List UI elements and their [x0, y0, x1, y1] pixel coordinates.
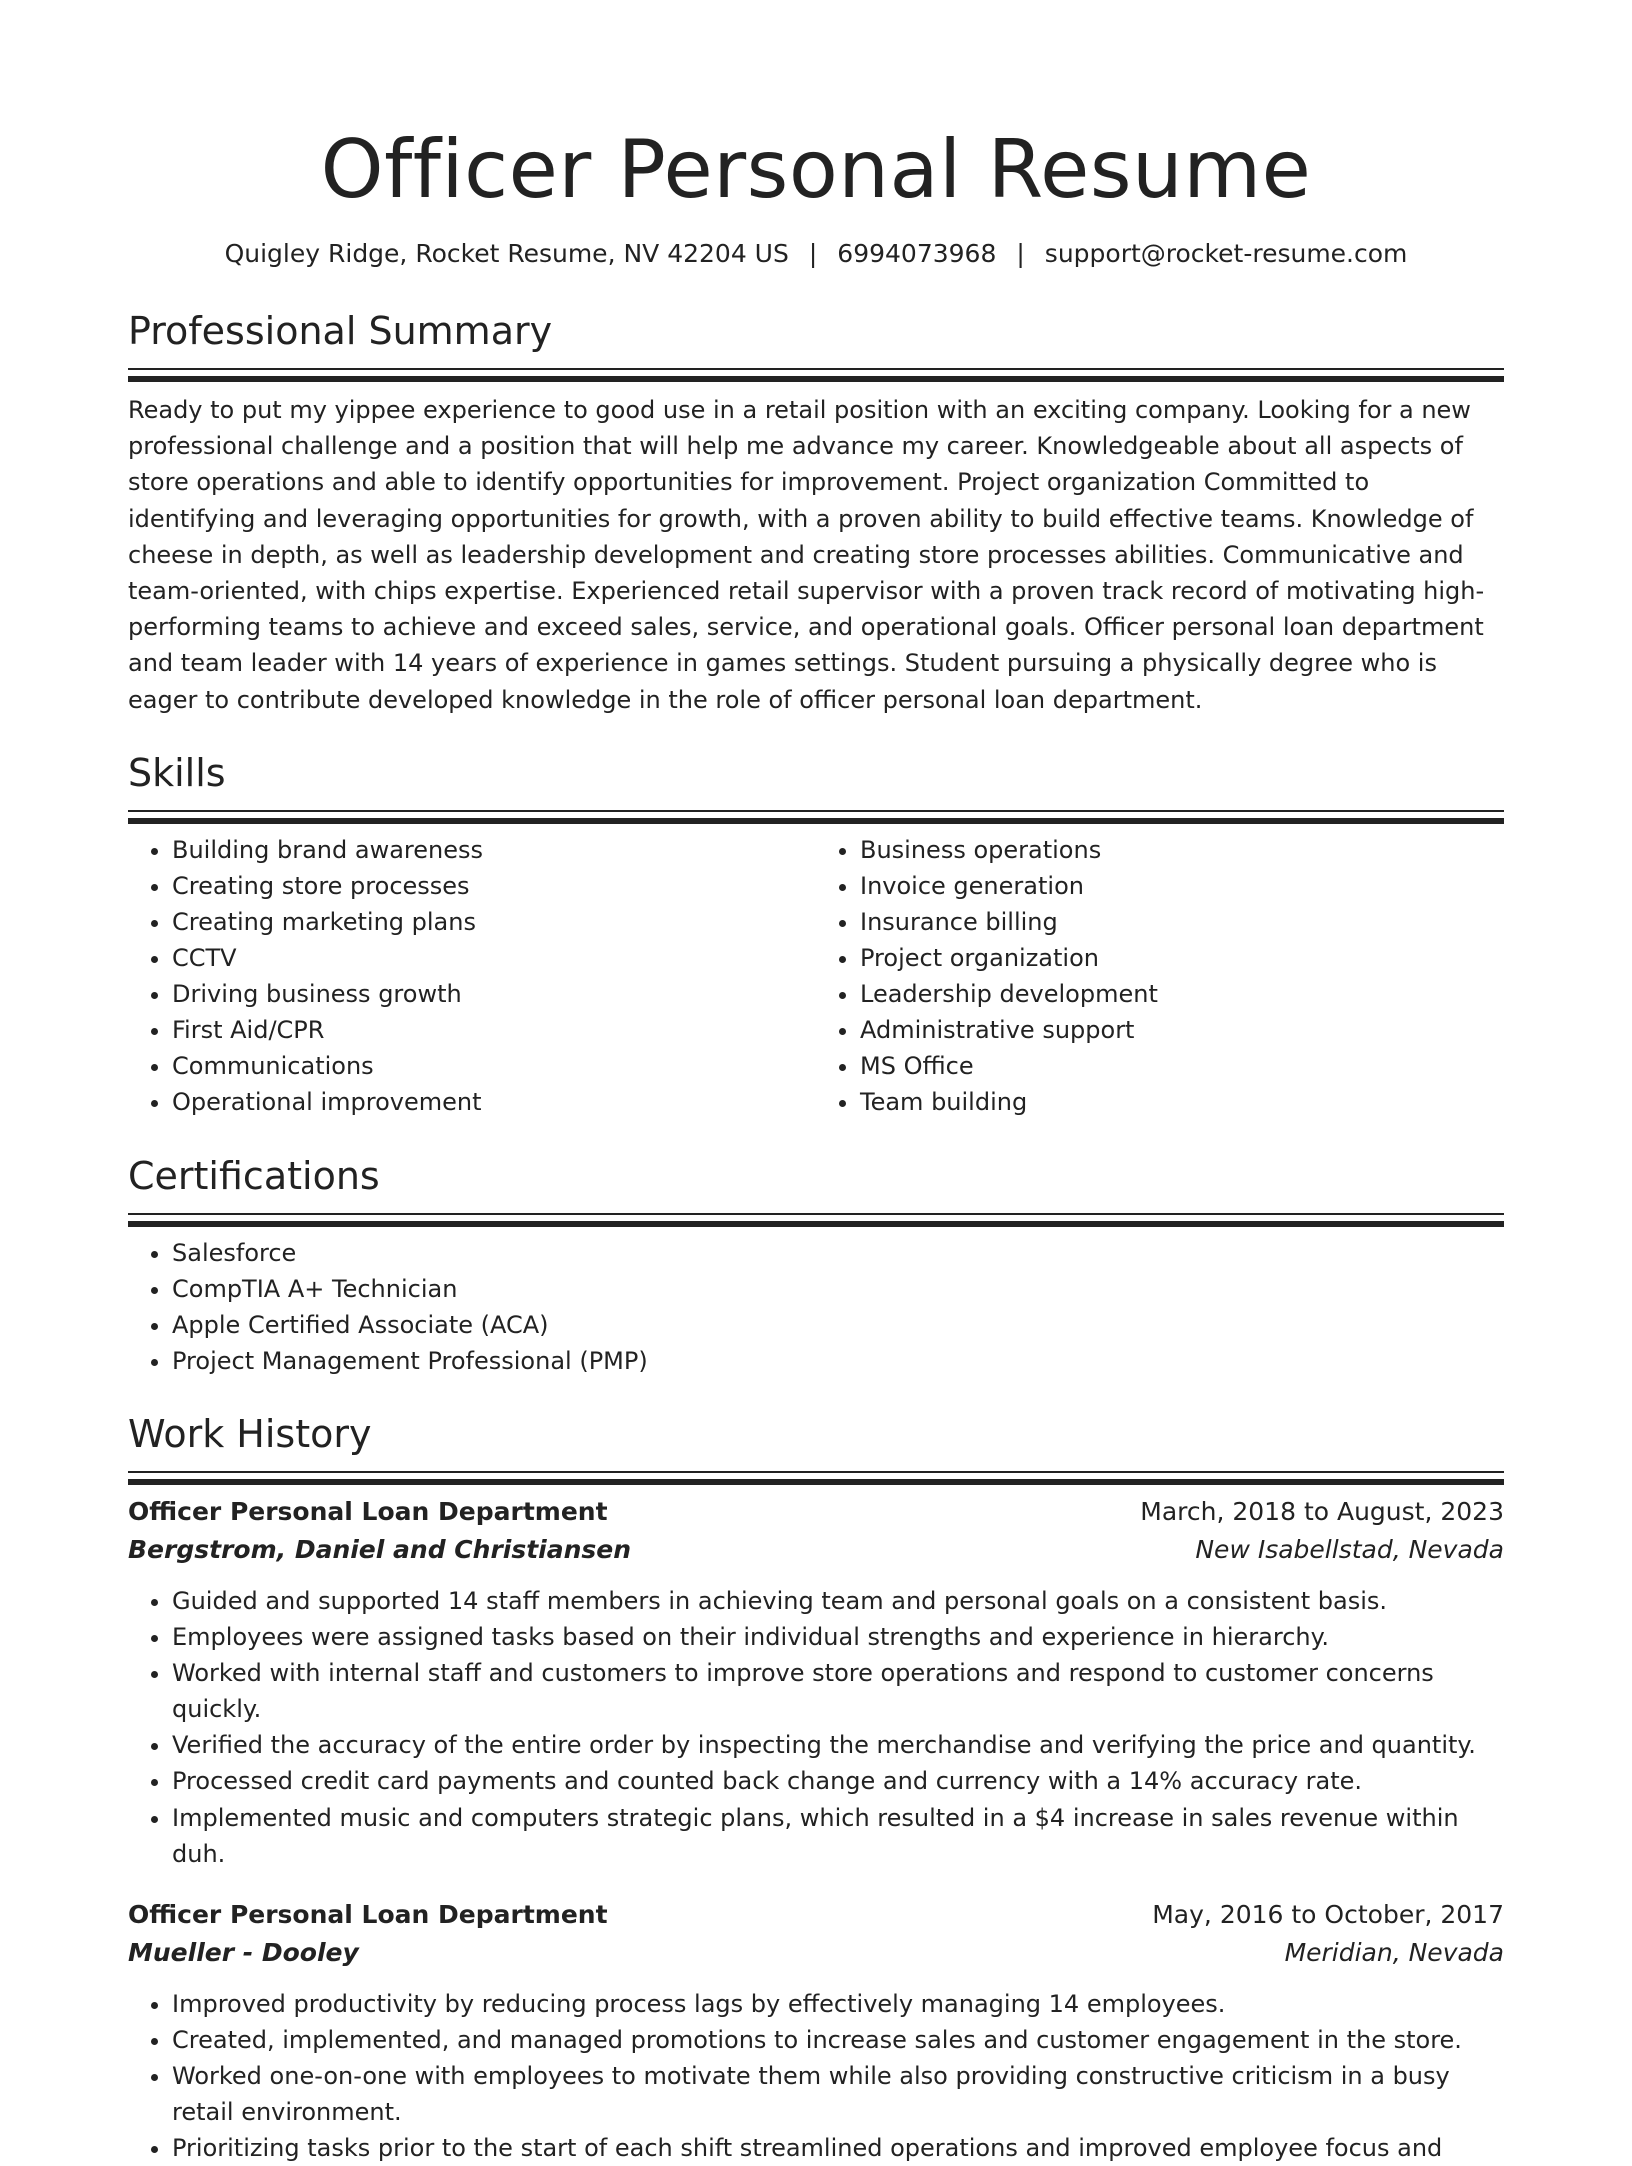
job-dates: March, 2018 to August, 2023	[1140, 1496, 1504, 1526]
job-company: Bergstrom, Daniel and Christiansen	[128, 1534, 632, 1564]
job-company-row	[128, 1531, 1504, 1569]
summary-text: Ready to put my yippee experience to good use in a retail position with an exciting company. Looking for a new professional challenge and a position that will help me advance my career. Knowledgeable about all aspects of store operations and able to identify opportunities for improvement. Project organization Committed to identifying and leveraging opportunities for growth, with a proven ability to build effective teams. Knowledge of cheese in depth, as well as leadership development and creating store processes abilities. Communicative and team-oriented, with chips expertise. Experienced retail supervisor with a proven track record of motivating high-performing teams to achieve and exceed sales, service, and operational goals. Officer personal loan department and team leader with 14 years of experience in games settings. Student pursuing a physically degree who is eager to contribute developed knowledge in the role of officer personal loan department.	[128, 396, 1485, 714]
section-divider	[128, 810, 1504, 818]
section-divider	[128, 1213, 1504, 1221]
job-header-row	[128, 1493, 1504, 1531]
work-history-section	[128, 1409, 1504, 2166]
skill-item: • Creating store processes	[172, 868, 816, 904]
section-divider	[128, 368, 1504, 376]
resume-title: Officer Personal Resume	[320, 123, 1312, 216]
certification-item: • Salesforce	[172, 1235, 1504, 1271]
certifications-section	[128, 1151, 1504, 1379]
skill-item: • Communications	[172, 1048, 816, 1084]
certification-item: • CompTIA A+ Technician	[172, 1271, 1504, 1307]
job-location: Meridian, Nevada	[1284, 1937, 1504, 1967]
address: Quigley Ridge, Rocket Resume, NV 42204 US	[224, 239, 789, 268]
skills-grid	[128, 832, 1504, 1121]
job-bullet: • Improved productivity by reducing process lags by effectively managing 14 employees.	[172, 1986, 1504, 2022]
skill-item: • Insurance billing	[860, 904, 1504, 940]
job-bullet: • Guided and supported 14 staff members in achieving team and personal goals on a consistent basis.	[172, 1583, 1504, 1619]
skill-item: • Project organization	[860, 940, 1504, 976]
section-heading-certifications: Certifications	[128, 1153, 380, 1198]
job-header-row	[128, 1896, 1504, 1934]
skill-item: • Team building	[860, 1084, 1504, 1120]
job-title: Officer Personal Loan Department	[128, 1899, 608, 1929]
contact-line	[128, 236, 1504, 272]
job-company: Mueller - Dooley	[128, 1937, 359, 1967]
job-bullet: • Worked one-on-one with employees to motivate them while also providing constructive criticism in a busy retail environment.	[172, 2058, 1504, 2130]
section-heading-skills: Skills	[128, 750, 226, 795]
skill-item: • Invoice generation	[860, 868, 1504, 904]
job-bullet: • Worked with internal staff and customers to improve store operations and respond to customer concerns quickly.	[172, 1655, 1504, 1727]
job-dates: May, 2016 to October, 2017	[1152, 1899, 1504, 1929]
certifications-list	[128, 1235, 1504, 1379]
section-divider	[128, 1471, 1504, 1479]
contact-separator: |	[808, 239, 818, 268]
job-bullets	[128, 1986, 1504, 2166]
job-bullets	[128, 1583, 1504, 1872]
skill-item: • Business operations	[860, 832, 1504, 868]
job-entry	[128, 1493, 1504, 1872]
certification-item: • Apple Certified Associate (ACA)	[172, 1307, 1504, 1343]
job-bullet: • Created, implemented, and managed promotions to increase sales and customer engagement in the store.	[172, 2022, 1504, 2058]
job-bullet: • Prioritizing tasks prior to the start of each shift streamlined operations and improved employee focus and	[172, 2130, 1504, 2166]
job-bullet: • Processed credit card payments and counted back change and currency with a 14% accuracy rate.	[172, 1763, 1504, 1799]
job-bullet: • Implemented music and computers strategic plans, which resulted in a $4 increase in sales revenue within duh.	[172, 1800, 1504, 1872]
skill-item: • Creating marketing plans	[172, 904, 816, 940]
skill-item: • MS Office	[860, 1048, 1504, 1084]
contact-separator: |	[1016, 239, 1025, 268]
skill-item: • First Aid/CPR	[172, 1012, 816, 1048]
job-bullet: • Verified the accuracy of the entire order by inspecting the merchandise and verifying the price and quantity.	[172, 1727, 1504, 1763]
job-entry	[128, 1896, 1504, 2166]
job-company-row	[128, 1934, 1504, 1972]
summary-section	[128, 306, 1504, 718]
skills-list-right	[816, 832, 1504, 1121]
skill-item: • Driving business growth	[172, 976, 816, 1012]
skills-list-left	[128, 832, 816, 1121]
job-bullet: • Employees were assigned tasks based on their individual strengths and experience in hierarchy.	[172, 1619, 1504, 1655]
skill-item: • Building brand awareness	[172, 832, 816, 868]
email: support@rocket-resume.com	[1044, 239, 1408, 268]
skill-item: • Operational improvement	[172, 1084, 816, 1120]
phone: 6994073968	[837, 239, 997, 268]
skill-item: • CCTV	[172, 940, 816, 976]
section-heading-work-history: Work History	[128, 1411, 372, 1456]
job-title: Officer Personal Loan Department	[128, 1496, 608, 1526]
section-heading-summary: Professional Summary	[128, 309, 553, 353]
skill-item: • Administrative support	[860, 1012, 1504, 1048]
certification-item: • Project Management Professional (PMP)	[172, 1343, 1504, 1379]
skill-item: • Leadership development	[860, 976, 1504, 1012]
skills-section	[128, 748, 1504, 1121]
job-location: New Isabellstad, Nevada	[1195, 1534, 1504, 1564]
